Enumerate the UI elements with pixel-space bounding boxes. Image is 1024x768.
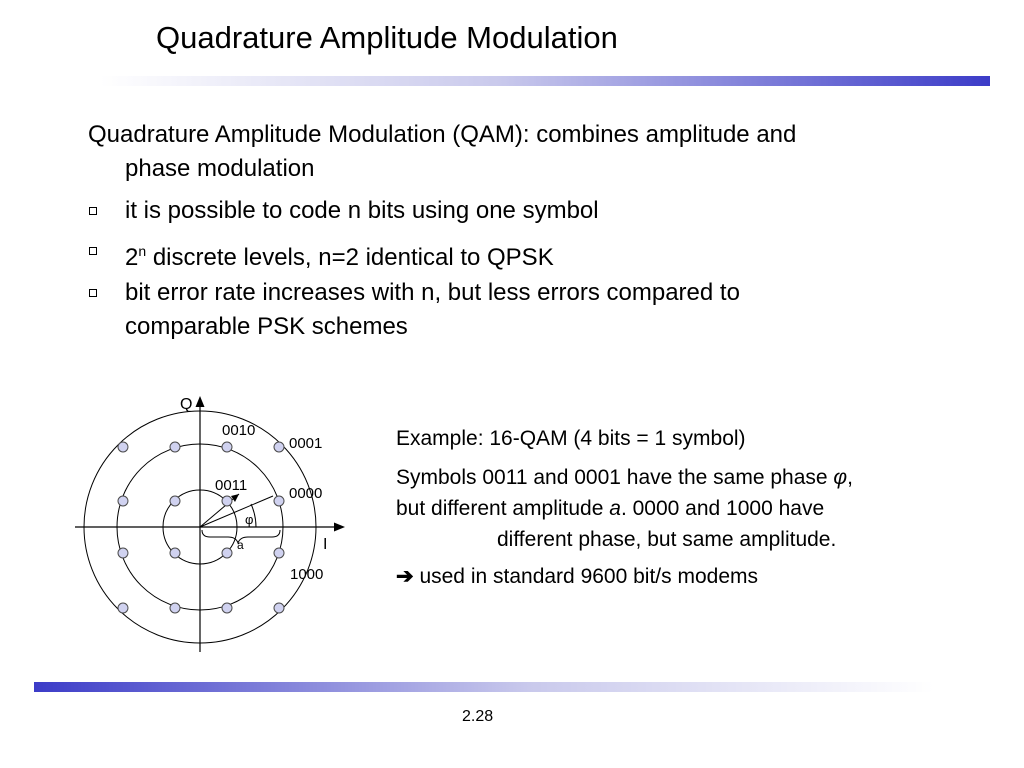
constellation-point — [222, 548, 232, 558]
constellation-point — [222, 442, 232, 452]
desc-text: Symbols 0011 and 0001 have the same phase — [396, 466, 834, 489]
constellation-point — [118, 603, 128, 613]
bullet-item — [88, 194, 968, 228]
constellation-point — [170, 496, 180, 506]
bullet-text: it is possible to code n bits using one symbol — [125, 197, 599, 224]
q-axis-label: Q — [180, 396, 193, 413]
intro-line-1: Quadrature Amplitude Modulation (QAM): combines amplitude and — [88, 121, 797, 148]
footer-divider — [34, 682, 934, 692]
amplitude-label: a — [237, 538, 244, 552]
modem-note-text: used in standard 9600 bit/s modems — [419, 565, 758, 588]
constellation-point — [222, 496, 232, 506]
slide-title: Quadrature Amplitude Modulation — [156, 20, 618, 55]
right-arrow-icon: ➔ — [396, 565, 414, 588]
bullet-item — [88, 234, 968, 275]
qam-constellation-diagram — [60, 390, 360, 655]
symbol-label: 1000 — [290, 566, 324, 583]
checkbox-bullet-icon — [89, 207, 97, 215]
constellation-point — [118, 442, 128, 452]
symbol-label: 0000 — [289, 485, 323, 502]
description-line-1 — [396, 462, 996, 493]
intro-paragraph — [88, 118, 968, 186]
q-axis-arrow-icon — [196, 396, 205, 407]
symbol-label: 0001 — [289, 435, 323, 452]
constellation-point — [274, 548, 284, 558]
constellation-point — [222, 603, 232, 613]
constellation-point — [274, 496, 284, 506]
modem-note — [396, 562, 758, 592]
constellation-point — [170, 442, 180, 452]
constellation-point — [170, 603, 180, 613]
desc-text: but different amplitude — [396, 497, 610, 520]
constellation-point — [274, 603, 284, 613]
bullet-exponent: n — [138, 243, 147, 259]
phase-label: φ — [245, 512, 254, 527]
bullet-text — [88, 234, 968, 275]
bullet-text-line-1: bit error rate increases with n, but less errors compared to — [125, 279, 740, 306]
intro-line-2: phase modulation — [125, 155, 315, 182]
description-line-3: different phase, but same amplitude. — [497, 528, 837, 551]
title-divider — [100, 76, 990, 86]
description-line-2 — [396, 493, 996, 524]
symbol-label: 0010 — [222, 422, 256, 439]
constellation-point — [274, 442, 284, 452]
checkbox-bullet-icon — [89, 289, 97, 297]
page-number: 2.28 — [462, 708, 494, 725]
example-caption: Example: 16-QAM (4 bits = 1 symbol) — [396, 427, 746, 450]
bullet-base: 2 — [125, 244, 139, 271]
description-paragraph — [396, 462, 996, 555]
symbol-label: 0011 — [215, 477, 248, 494]
i-axis-arrow-icon — [334, 523, 345, 532]
phase-symbol: φ — [833, 466, 848, 489]
constellation-point — [170, 548, 180, 558]
desc-text: , — [847, 466, 853, 489]
checkbox-bullet-icon — [89, 247, 97, 255]
bullet-item — [88, 276, 968, 344]
desc-text: . 0000 and 1000 have — [620, 497, 825, 520]
amplitude-symbol: a — [609, 497, 621, 520]
i-axis-label: I — [323, 536, 328, 553]
bullet-text-line-2: comparable PSK schemes — [125, 313, 408, 340]
constellation-point — [118, 496, 128, 506]
bullet-rest: discrete levels, n=2 identical to QPSK — [146, 244, 554, 271]
constellation-point — [118, 548, 128, 558]
